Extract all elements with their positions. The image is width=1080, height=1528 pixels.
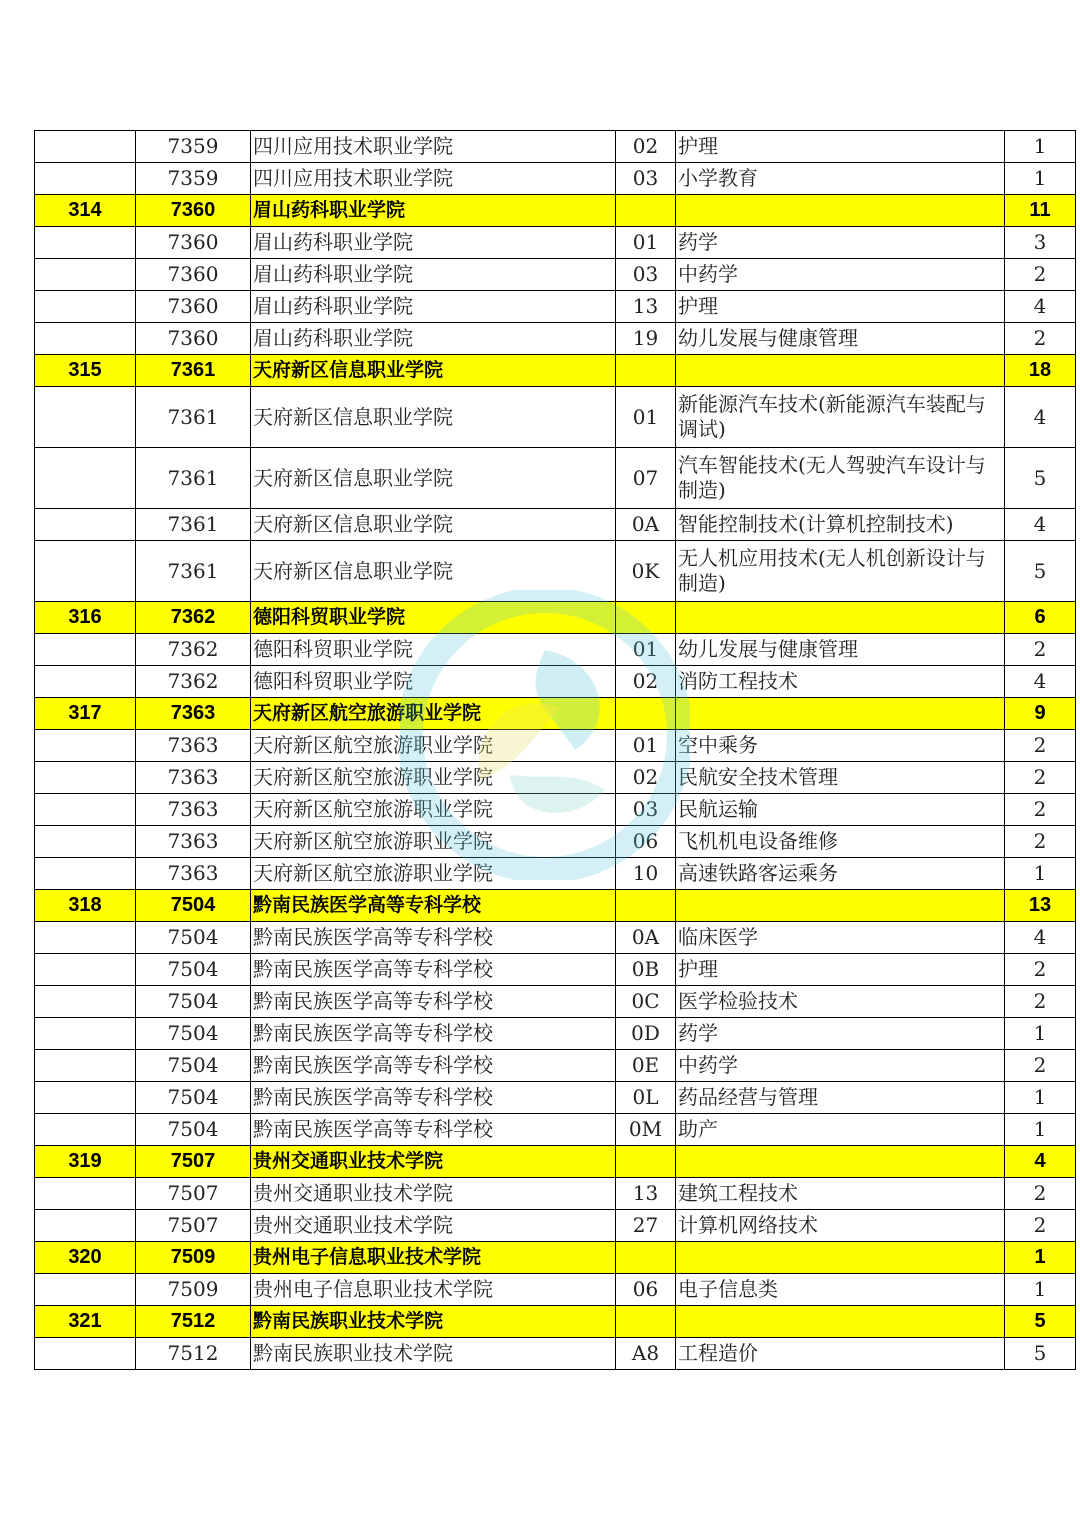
plan-count-cell: 5: [1005, 1306, 1076, 1338]
school-code-cell: 7362: [136, 634, 251, 666]
plan-count-cell: 2: [1005, 986, 1076, 1018]
serial-number-cell: 314: [35, 195, 136, 227]
major-row: [35, 1018, 1076, 1050]
school-code-cell: 7359: [136, 163, 251, 195]
plan-count-cell: 1: [1005, 1114, 1076, 1146]
school-code-cell: 7363: [136, 762, 251, 794]
plan-count-cell: 1: [1005, 858, 1076, 890]
major-name-cell: 幼儿发展与健康管理: [676, 634, 1005, 666]
plan-count-cell: 4: [1005, 1146, 1076, 1178]
major-name-cell: 护理: [676, 131, 1005, 163]
major-row: [35, 922, 1076, 954]
serial-number-cell: [35, 227, 136, 259]
serial-number-cell: [35, 922, 136, 954]
major-code-cell: 0K: [616, 541, 676, 602]
major-row: [35, 448, 1076, 509]
major-name-cell: 中药学: [676, 1050, 1005, 1082]
major-row: [35, 986, 1076, 1018]
plan-count-cell: 2: [1005, 826, 1076, 858]
major-row: [35, 634, 1076, 666]
serial-number-cell: 317: [35, 698, 136, 730]
major-code-cell: 03: [616, 794, 676, 826]
major-code-cell: [616, 890, 676, 922]
school-code-cell: 7504: [136, 1114, 251, 1146]
major-name-cell: 护理: [676, 291, 1005, 323]
school-name-cell: 贵州交通职业技术学院: [251, 1178, 616, 1210]
major-code-cell: 03: [616, 259, 676, 291]
major-name-cell: [676, 195, 1005, 227]
major-code-cell: 0D: [616, 1018, 676, 1050]
major-code-cell: 0C: [616, 986, 676, 1018]
school-group-row: [35, 355, 1076, 387]
school-code-cell: 7360: [136, 291, 251, 323]
major-code-cell: [616, 698, 676, 730]
plan-count-cell: 6: [1005, 602, 1076, 634]
serial-number-cell: [35, 954, 136, 986]
school-code-cell: 7359: [136, 131, 251, 163]
major-name-cell: 药品经营与管理: [676, 1082, 1005, 1114]
school-name-cell: 天府新区航空旅游职业学院: [251, 826, 616, 858]
major-name-cell: 工程造价: [676, 1338, 1005, 1370]
major-name-cell: [676, 1306, 1005, 1338]
major-name-cell: 电子信息类: [676, 1274, 1005, 1306]
school-code-cell: 7361: [136, 448, 251, 509]
major-row: [35, 858, 1076, 890]
serial-number-cell: [35, 1274, 136, 1306]
serial-number-cell: [35, 1178, 136, 1210]
serial-number-cell: 319: [35, 1146, 136, 1178]
plan-count-cell: 1: [1005, 163, 1076, 195]
school-name-cell: 贵州交通职业技术学院: [251, 1210, 616, 1242]
major-row: [35, 1210, 1076, 1242]
major-code-cell: 0B: [616, 954, 676, 986]
major-code-cell: A8: [616, 1338, 676, 1370]
plan-count-cell: 4: [1005, 922, 1076, 954]
plan-count-cell: 2: [1005, 794, 1076, 826]
school-name-cell: 贵州交通职业技术学院: [251, 1146, 616, 1178]
school-code-cell: 7361: [136, 355, 251, 387]
major-name-cell: [676, 602, 1005, 634]
school-group-row: [35, 1242, 1076, 1274]
major-name-cell: 建筑工程技术: [676, 1178, 1005, 1210]
major-code-cell: 19: [616, 323, 676, 355]
school-name-cell: 贵州电子信息职业技术学院: [251, 1274, 616, 1306]
major-row: [35, 541, 1076, 602]
serial-number-cell: 321: [35, 1306, 136, 1338]
major-name-cell: 高速铁路客运乘务: [676, 858, 1005, 890]
serial-number-cell: [35, 1082, 136, 1114]
plan-count-cell: 2: [1005, 323, 1076, 355]
serial-number-cell: [35, 131, 136, 163]
major-name-cell: [676, 355, 1005, 387]
major-row: [35, 762, 1076, 794]
school-name-cell: 黔南民族医学高等专科学校: [251, 1018, 616, 1050]
major-name-cell: 小学教育: [676, 163, 1005, 195]
major-row: [35, 131, 1076, 163]
plan-count-cell: 2: [1005, 1178, 1076, 1210]
serial-number-cell: [35, 634, 136, 666]
major-row: [35, 730, 1076, 762]
school-code-cell: 7360: [136, 259, 251, 291]
enrollment-table: [34, 130, 1076, 1370]
plan-count-cell: 2: [1005, 634, 1076, 666]
school-group-row: [35, 1306, 1076, 1338]
school-code-cell: 7361: [136, 541, 251, 602]
major-code-cell: 03: [616, 163, 676, 195]
major-name-cell: 药学: [676, 227, 1005, 259]
plan-count-cell: 4: [1005, 509, 1076, 541]
school-code-cell: 7509: [136, 1274, 251, 1306]
major-code-cell: 13: [616, 1178, 676, 1210]
major-code-cell: 0M: [616, 1114, 676, 1146]
school-name-cell: 黔南民族医学高等专科学校: [251, 1082, 616, 1114]
major-row: [35, 509, 1076, 541]
school-code-cell: 7512: [136, 1338, 251, 1370]
plan-count-cell: 9: [1005, 698, 1076, 730]
school-name-cell: 黔南民族职业技术学院: [251, 1306, 616, 1338]
major-name-cell: 飞机机电设备维修: [676, 826, 1005, 858]
major-name-cell: 消防工程技术: [676, 666, 1005, 698]
major-name-cell: 智能控制技术(计算机控制技术): [676, 509, 1005, 541]
major-row: [35, 954, 1076, 986]
school-name-cell: 黔南民族医学高等专科学校: [251, 1114, 616, 1146]
serial-number-cell: [35, 1338, 136, 1370]
major-code-cell: [616, 1306, 676, 1338]
school-name-cell: 天府新区航空旅游职业学院: [251, 698, 616, 730]
school-name-cell: 德阳科贸职业学院: [251, 634, 616, 666]
plan-count-cell: 5: [1005, 541, 1076, 602]
school-code-cell: 7504: [136, 1018, 251, 1050]
school-name-cell: 天府新区信息职业学院: [251, 541, 616, 602]
major-name-cell: 民航运输: [676, 794, 1005, 826]
school-code-cell: 7360: [136, 323, 251, 355]
plan-count-cell: 2: [1005, 730, 1076, 762]
serial-number-cell: [35, 730, 136, 762]
school-name-cell: 贵州电子信息职业技术学院: [251, 1242, 616, 1274]
school-code-cell: 7504: [136, 890, 251, 922]
major-row: [35, 227, 1076, 259]
plan-count-cell: 1: [1005, 1274, 1076, 1306]
school-name-cell: 天府新区信息职业学院: [251, 355, 616, 387]
school-name-cell: 天府新区信息职业学院: [251, 509, 616, 541]
serial-number-cell: [35, 762, 136, 794]
major-name-cell: 临床医学: [676, 922, 1005, 954]
major-name-cell: 医学检验技术: [676, 986, 1005, 1018]
school-name-cell: 四川应用技术职业学院: [251, 131, 616, 163]
school-name-cell: 眉山药科职业学院: [251, 323, 616, 355]
school-code-cell: 7361: [136, 509, 251, 541]
major-name-cell: 无人机应用技术(无人机创新设计与制造): [676, 541, 1005, 602]
major-row: [35, 794, 1076, 826]
school-code-cell: 7363: [136, 826, 251, 858]
major-code-cell: 06: [616, 826, 676, 858]
school-name-cell: 天府新区信息职业学院: [251, 387, 616, 448]
school-name-cell: 天府新区航空旅游职业学院: [251, 762, 616, 794]
major-name-cell: 幼儿发展与健康管理: [676, 323, 1005, 355]
serial-number-cell: 316: [35, 602, 136, 634]
school-code-cell: 7362: [136, 666, 251, 698]
serial-number-cell: [35, 666, 136, 698]
major-row: [35, 666, 1076, 698]
serial-number-cell: [35, 794, 136, 826]
major-row: [35, 259, 1076, 291]
plan-count-cell: 18: [1005, 355, 1076, 387]
serial-number-cell: [35, 858, 136, 890]
serial-number-cell: [35, 541, 136, 602]
school-code-cell: 7363: [136, 698, 251, 730]
major-name-cell: 新能源汽车技术(新能源汽车装配与调试): [676, 387, 1005, 448]
major-code-cell: 0E: [616, 1050, 676, 1082]
school-name-cell: 黔南民族职业技术学院: [251, 1338, 616, 1370]
plan-count-cell: 1: [1005, 1018, 1076, 1050]
major-code-cell: 06: [616, 1274, 676, 1306]
school-code-cell: 7363: [136, 794, 251, 826]
major-code-cell: [616, 1146, 676, 1178]
serial-number-cell: [35, 387, 136, 448]
plan-count-cell: 2: [1005, 1210, 1076, 1242]
plan-count-cell: 1: [1005, 1242, 1076, 1274]
major-row: [35, 1178, 1076, 1210]
plan-count-cell: 5: [1005, 448, 1076, 509]
major-name-cell: [676, 890, 1005, 922]
major-code-cell: 01: [616, 730, 676, 762]
school-code-cell: 7504: [136, 954, 251, 986]
plan-count-cell: 11: [1005, 195, 1076, 227]
serial-number-cell: [35, 1114, 136, 1146]
plan-count-cell: 2: [1005, 954, 1076, 986]
school-code-cell: 7507: [136, 1178, 251, 1210]
serial-number-cell: 320: [35, 1242, 136, 1274]
serial-number-cell: 315: [35, 355, 136, 387]
table-body: [35, 131, 1076, 1370]
school-name-cell: 天府新区航空旅游职业学院: [251, 858, 616, 890]
major-row: [35, 1274, 1076, 1306]
school-name-cell: 四川应用技术职业学院: [251, 163, 616, 195]
school-code-cell: 7504: [136, 1082, 251, 1114]
major-code-cell: 0A: [616, 922, 676, 954]
major-name-cell: 民航安全技术管理: [676, 762, 1005, 794]
plan-count-cell: 3: [1005, 227, 1076, 259]
major-code-cell: 01: [616, 227, 676, 259]
major-code-cell: 02: [616, 666, 676, 698]
plan-count-cell: 13: [1005, 890, 1076, 922]
major-row: [35, 291, 1076, 323]
major-row: [35, 387, 1076, 448]
school-name-cell: 黔南民族医学高等专科学校: [251, 890, 616, 922]
major-name-cell: 护理: [676, 954, 1005, 986]
serial-number-cell: [35, 1018, 136, 1050]
major-code-cell: 07: [616, 448, 676, 509]
serial-number-cell: [35, 448, 136, 509]
major-code-cell: 27: [616, 1210, 676, 1242]
major-code-cell: 0A: [616, 509, 676, 541]
major-name-cell: 空中乘务: [676, 730, 1005, 762]
plan-count-cell: 2: [1005, 762, 1076, 794]
school-code-cell: 7504: [136, 1050, 251, 1082]
major-code-cell: [616, 355, 676, 387]
major-code-cell: 0L: [616, 1082, 676, 1114]
major-name-cell: [676, 1242, 1005, 1274]
school-code-cell: 7504: [136, 986, 251, 1018]
major-code-cell: [616, 602, 676, 634]
major-code-cell: 02: [616, 131, 676, 163]
plan-count-cell: 4: [1005, 666, 1076, 698]
major-name-cell: 计算机网络技术: [676, 1210, 1005, 1242]
major-name-cell: 助产: [676, 1114, 1005, 1146]
school-code-cell: 7509: [136, 1242, 251, 1274]
major-code-cell: [616, 1242, 676, 1274]
serial-number-cell: [35, 509, 136, 541]
major-code-cell: 01: [616, 634, 676, 666]
serial-number-cell: 318: [35, 890, 136, 922]
school-code-cell: 7512: [136, 1306, 251, 1338]
plan-count-cell: 1: [1005, 131, 1076, 163]
plan-count-cell: 4: [1005, 291, 1076, 323]
school-group-row: [35, 698, 1076, 730]
major-code-cell: [616, 195, 676, 227]
plan-count-cell: 1: [1005, 1082, 1076, 1114]
major-name-cell: 汽车智能技术(无人驾驶汽车设计与制造): [676, 448, 1005, 509]
school-name-cell: 黔南民族医学高等专科学校: [251, 1050, 616, 1082]
school-group-row: [35, 602, 1076, 634]
major-name-cell: [676, 698, 1005, 730]
school-code-cell: 7363: [136, 858, 251, 890]
serial-number-cell: [35, 259, 136, 291]
major-row: [35, 1082, 1076, 1114]
major-name-cell: [676, 1146, 1005, 1178]
school-code-cell: 7362: [136, 602, 251, 634]
school-code-cell: 7363: [136, 730, 251, 762]
plan-count-cell: 4: [1005, 387, 1076, 448]
major-name-cell: 药学: [676, 1018, 1005, 1050]
school-code-cell: 7504: [136, 922, 251, 954]
school-name-cell: 天府新区信息职业学院: [251, 448, 616, 509]
plan-count-cell: 2: [1005, 1050, 1076, 1082]
school-group-row: [35, 1146, 1076, 1178]
major-name-cell: 中药学: [676, 259, 1005, 291]
major-code-cell: 02: [616, 762, 676, 794]
serial-number-cell: [35, 323, 136, 355]
major-code-cell: 13: [616, 291, 676, 323]
school-group-row: [35, 890, 1076, 922]
school-name-cell: 眉山药科职业学院: [251, 227, 616, 259]
school-name-cell: 德阳科贸职业学院: [251, 666, 616, 698]
school-name-cell: 眉山药科职业学院: [251, 291, 616, 323]
school-name-cell: 黔南民族医学高等专科学校: [251, 954, 616, 986]
major-row: [35, 1114, 1076, 1146]
school-code-cell: 7361: [136, 387, 251, 448]
school-name-cell: 黔南民族医学高等专科学校: [251, 922, 616, 954]
major-code-cell: 01: [616, 387, 676, 448]
major-row: [35, 323, 1076, 355]
major-row: [35, 826, 1076, 858]
serial-number-cell: [35, 1050, 136, 1082]
school-name-cell: 黔南民族医学高等专科学校: [251, 986, 616, 1018]
school-name-cell: 眉山药科职业学院: [251, 195, 616, 227]
school-name-cell: 天府新区航空旅游职业学院: [251, 794, 616, 826]
major-code-cell: 10: [616, 858, 676, 890]
school-code-cell: 7507: [136, 1210, 251, 1242]
serial-number-cell: [35, 986, 136, 1018]
school-code-cell: 7360: [136, 195, 251, 227]
serial-number-cell: [35, 163, 136, 195]
major-row: [35, 163, 1076, 195]
serial-number-cell: [35, 291, 136, 323]
plan-count-cell: 5: [1005, 1338, 1076, 1370]
school-name-cell: 德阳科贸职业学院: [251, 602, 616, 634]
serial-number-cell: [35, 1210, 136, 1242]
school-code-cell: 7360: [136, 227, 251, 259]
serial-number-cell: [35, 826, 136, 858]
school-name-cell: 眉山药科职业学院: [251, 259, 616, 291]
major-row: [35, 1050, 1076, 1082]
school-code-cell: 7507: [136, 1146, 251, 1178]
school-name-cell: 天府新区航空旅游职业学院: [251, 730, 616, 762]
major-row: [35, 1338, 1076, 1370]
plan-count-cell: 2: [1005, 259, 1076, 291]
school-group-row: [35, 195, 1076, 227]
